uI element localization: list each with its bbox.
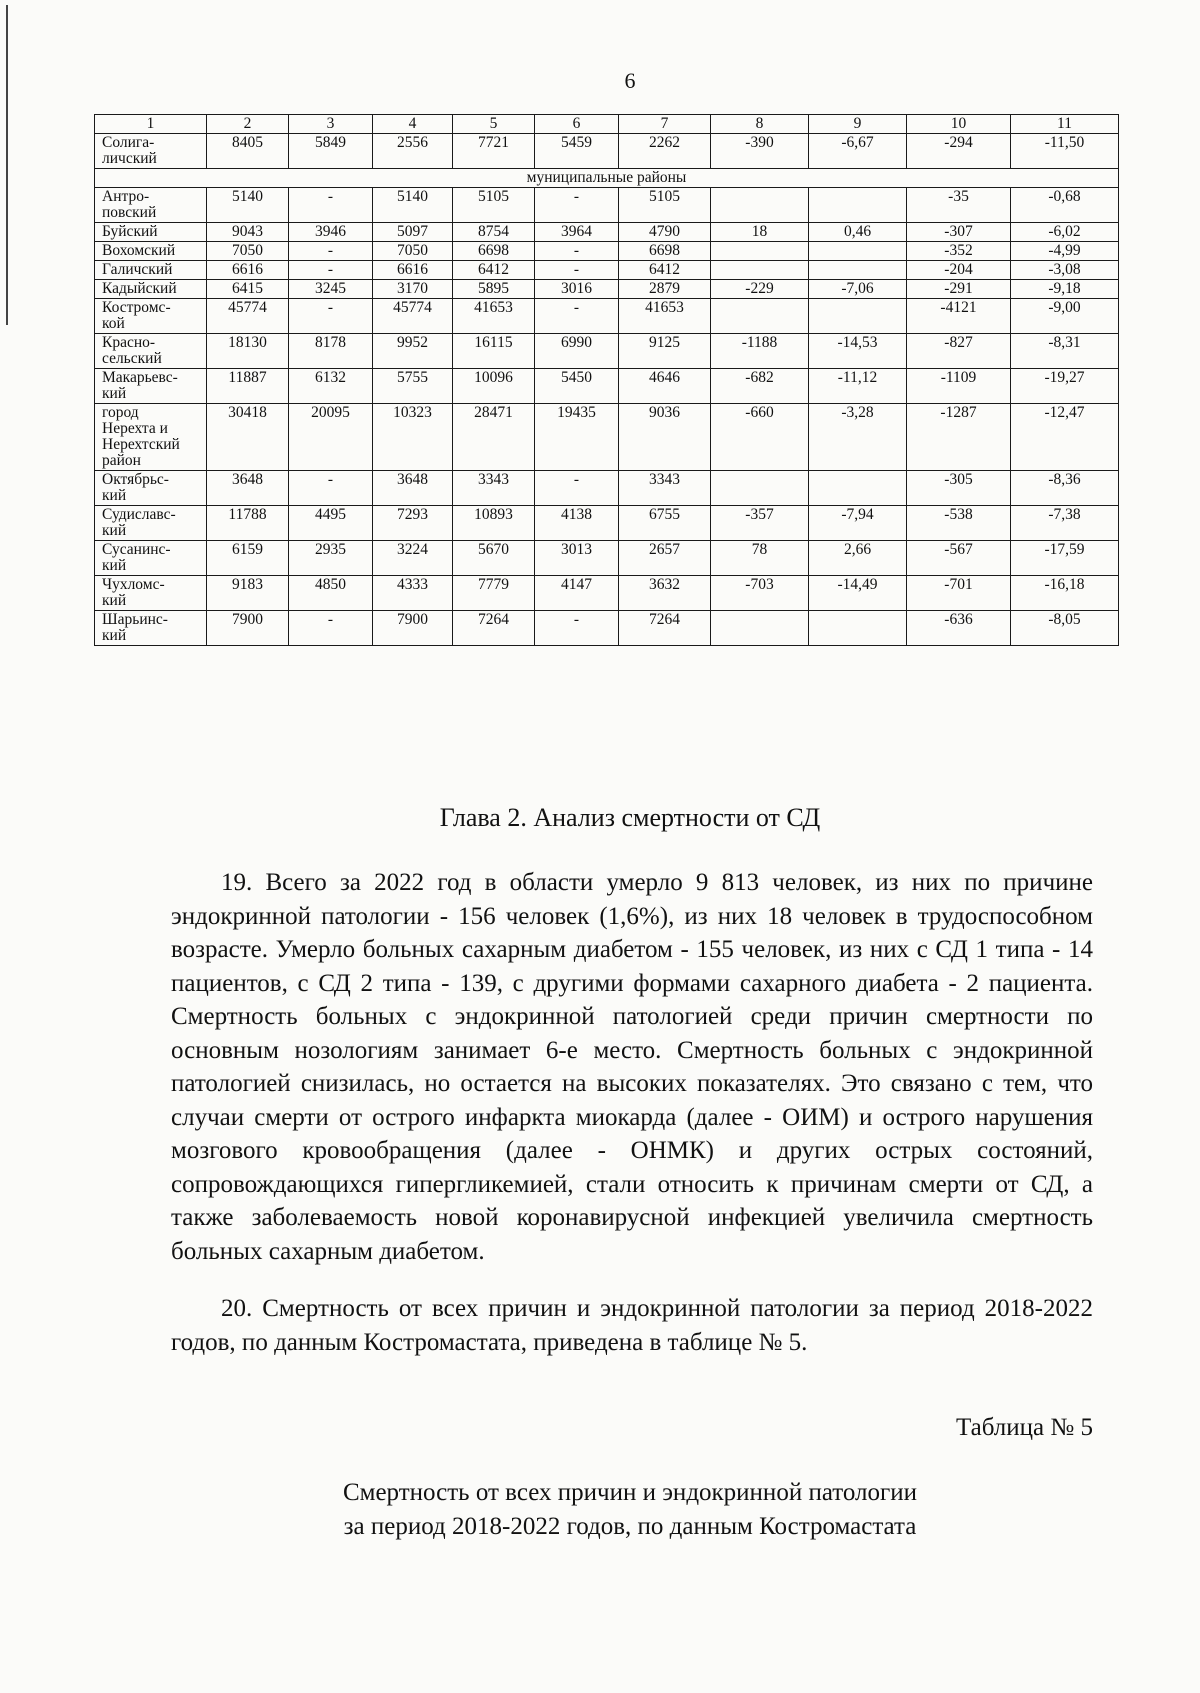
value-cell: -294 [907,134,1011,169]
value-cell: 5459 [535,134,619,169]
table-row [95,541,1119,576]
value-cell: -660 [711,404,809,471]
value-cell: 10323 [373,404,453,471]
value-cell: -8,36 [1011,471,1119,506]
value-cell: 8178 [289,334,373,369]
column-number-cell: 1 [95,115,207,134]
value-cell: 41653 [453,299,535,334]
value-cell: -4,99 [1011,242,1119,261]
value-cell: 6415 [207,280,289,299]
value-cell: 0,46 [809,223,907,242]
table-header-row [95,115,1119,134]
value-cell: -14,53 [809,334,907,369]
district-name-cell: Галичский [95,261,207,280]
table-row [95,299,1119,334]
value-cell: 4790 [619,223,711,242]
value-cell [809,242,907,261]
value-cell: 9952 [373,334,453,369]
value-cell: -682 [711,369,809,404]
table-row [95,576,1119,611]
value-cell: 5450 [535,369,619,404]
value-cell: 3648 [207,471,289,506]
value-cell: -3,28 [809,404,907,471]
value-cell: - [289,188,373,223]
value-cell [809,261,907,280]
value-cell: 5140 [207,188,289,223]
value-cell: 4138 [535,506,619,541]
value-cell [809,471,907,506]
value-cell: 5105 [619,188,711,223]
value-cell [809,188,907,223]
value-cell: 3648 [373,471,453,506]
value-cell: 11887 [207,369,289,404]
value-cell: -7,06 [809,280,907,299]
value-cell: 7050 [373,242,453,261]
page-number: 6 [624,68,636,93]
value-cell: 5097 [373,223,453,242]
value-cell [711,261,809,280]
value-cell: 2556 [373,134,453,169]
value-cell: - [289,471,373,506]
value-cell: -1109 [907,369,1011,404]
value-cell: -827 [907,334,1011,369]
value-cell: -7,94 [809,506,907,541]
value-cell: -1188 [711,334,809,369]
value-cell: 2657 [619,541,711,576]
value-cell: 45774 [373,299,453,334]
value-cell [711,242,809,261]
value-cell: 3964 [535,223,619,242]
district-name-cell: Октябрьс- кий [95,471,207,506]
value-cell: 5670 [453,541,535,576]
value-cell: 4147 [535,576,619,611]
value-cell: 6159 [207,541,289,576]
value-cell: -17,59 [1011,541,1119,576]
value-cell: - [289,299,373,334]
value-cell: -204 [907,261,1011,280]
chapter-title: Глава 2. Анализ смертности от СД [439,803,821,832]
value-cell: -19,27 [1011,369,1119,404]
value-cell [809,299,907,334]
district-name-cell: Кадыйский [95,280,207,299]
column-number-cell: 2 [207,115,289,134]
value-cell: - [289,611,373,646]
value-cell [711,299,809,334]
column-number-cell: 7 [619,115,711,134]
value-cell: 20095 [289,404,373,471]
value-cell: 10096 [453,369,535,404]
value-cell: 8405 [207,134,289,169]
district-name-cell: Красно- сельский [95,334,207,369]
district-name-cell: Шарьинс- кий [95,611,207,646]
value-cell: 2879 [619,280,711,299]
value-cell: -8,31 [1011,334,1119,369]
value-cell: 9125 [619,334,711,369]
value-cell: -9,18 [1011,280,1119,299]
value-cell: -4121 [907,299,1011,334]
value-cell: 2935 [289,541,373,576]
value-cell: - [535,242,619,261]
value-cell: -291 [907,280,1011,299]
table-row [95,242,1119,261]
column-number-cell: 6 [535,115,619,134]
table-title [0,1476,1200,1544]
value-cell: 6990 [535,334,619,369]
value-cell: 2262 [619,134,711,169]
value-cell: 7900 [373,611,453,646]
table-number: Таблица № 5 [955,1414,1093,1441]
paragraph-20: 20. Смертность от всех причин и эндокринной патологии за период 2018-2022 годов, по данным Костромастата, приведена в таблице № 5. [171,1295,1093,1356]
section-row [95,169,1119,188]
value-cell: 9183 [207,576,289,611]
value-cell: -16,18 [1011,576,1119,611]
value-cell: 5895 [453,280,535,299]
value-cell: 3170 [373,280,453,299]
value-cell: 7721 [453,134,535,169]
value-cell: -11,50 [1011,134,1119,169]
value-cell: 6616 [207,261,289,280]
value-cell: 7264 [619,611,711,646]
district-name-cell: Солига- личский [95,134,207,169]
value-cell: 9036 [619,404,711,471]
value-cell [809,611,907,646]
value-cell: -567 [907,541,1011,576]
table-row [95,506,1119,541]
district-name-cell: Вохомский [95,242,207,261]
value-cell: 5140 [373,188,453,223]
column-number-cell: 9 [809,115,907,134]
value-cell: -9,00 [1011,299,1119,334]
table-row [95,261,1119,280]
column-number-cell: 5 [453,115,535,134]
value-cell: - [535,261,619,280]
value-cell: 41653 [619,299,711,334]
value-cell: 7779 [453,576,535,611]
value-cell: -352 [907,242,1011,261]
value-cell: 3245 [289,280,373,299]
value-cell: 3946 [289,223,373,242]
district-name-cell: Судиславс- кий [95,506,207,541]
table-row [95,280,1119,299]
table-row [95,188,1119,223]
value-cell: -538 [907,506,1011,541]
value-cell: -11,12 [809,369,907,404]
value-cell: 6698 [619,242,711,261]
value-cell: 18 [711,223,809,242]
value-cell: 4333 [373,576,453,611]
value-cell: - [289,261,373,280]
value-cell: -6,67 [809,134,907,169]
value-cell: 2,66 [809,541,907,576]
value-cell: 8754 [453,223,535,242]
value-cell: 45774 [207,299,289,334]
value-cell: 28471 [453,404,535,471]
value-cell: - [535,299,619,334]
value-cell: 5105 [453,188,535,223]
mortality-table [94,114,1119,646]
table-row [95,471,1119,506]
district-name-cell: Сусанинс- кий [95,541,207,576]
value-cell: -307 [907,223,1011,242]
district-name-cell: Буйский [95,223,207,242]
value-cell: 11788 [207,506,289,541]
value-cell: 6616 [373,261,453,280]
value-cell: -35 [907,188,1011,223]
value-cell: 4495 [289,506,373,541]
table-row [95,611,1119,646]
value-cell: -229 [711,280,809,299]
value-cell: 16115 [453,334,535,369]
table-title-line: за период 2018-2022 годов, по данным Костромастата [343,1513,917,1540]
value-cell: 6412 [619,261,711,280]
value-cell: 4850 [289,576,373,611]
value-cell [711,471,809,506]
value-cell: 18130 [207,334,289,369]
value-cell: -0,68 [1011,188,1119,223]
value-cell: 3016 [535,280,619,299]
value-cell: -703 [711,576,809,611]
value-cell: 3013 [535,541,619,576]
value-cell [711,188,809,223]
scan-edge-line [6,5,8,325]
value-cell: 7050 [207,242,289,261]
paragraph-19: 19. Всего за 2022 год в области умерло 9 813 человек, из них по причине эндокринной патологии - 156 человек (1,6%), из них 18 человек в трудоспособном возрасте. Умерло больных сахарным диабетом - 155 человек, из них с СД 1 типа - 14 пациентов, с СД 2 типа - 139, с другими формами сахарного диабета - 2 пациента. Смертность больных с эндокринной патологией среди причин смертности по основным нозологиям занимает 6-е место. Смертность больных с эндокринной патологией снизилась, но остается на высоких показателях. Это связано с тем, что случаи смерти от острого инфаркта миокарда (далее - ОИМ) и острого нарушения мозгового кровообращения (далее - ОНМК) и других острых состояний, сопровождающихся гипергликемией, стали относить к причинам смерти от СД, а также заболеваемость новой коронавирусной инфекцией увеличила смертность больных сахарным диабетом. [171,869,1093,1265]
column-number-cell: 4 [373,115,453,134]
value-cell: 7264 [453,611,535,646]
section-label-cell: муниципальные районы [95,169,1119,188]
value-cell: 9043 [207,223,289,242]
value-cell: -14,49 [809,576,907,611]
column-number-cell: 11 [1011,115,1119,134]
value-cell: 3343 [619,471,711,506]
value-cell: 4646 [619,369,711,404]
value-cell: 30418 [207,404,289,471]
table-row [95,334,1119,369]
value-cell: 5849 [289,134,373,169]
value-cell: - [535,471,619,506]
value-cell: 7900 [207,611,289,646]
value-cell: - [535,611,619,646]
table-title-line: Смертность от всех причин и эндокринной патологии [342,1479,918,1506]
district-name-cell: Макарьевс- кий [95,369,207,404]
value-cell: -390 [711,134,809,169]
value-cell: -701 [907,576,1011,611]
value-cell: 19435 [535,404,619,471]
value-cell: 78 [711,541,809,576]
value-cell: 3632 [619,576,711,611]
value-cell: -357 [711,506,809,541]
district-name-cell: Костромс- кой [95,299,207,334]
value-cell: 10893 [453,506,535,541]
table-row [95,223,1119,242]
value-cell: 6698 [453,242,535,261]
column-number-cell: 3 [289,115,373,134]
value-cell: 6755 [619,506,711,541]
table-row [95,404,1119,471]
district-name-cell: город Нерехта и Нерехтский район [95,404,207,471]
table-row [95,134,1119,169]
value-cell: 6132 [289,369,373,404]
value-cell: -3,08 [1011,261,1119,280]
district-name-cell: Чухломс- кий [95,576,207,611]
district-name-cell: Антро- повский [95,188,207,223]
value-cell: - [289,242,373,261]
value-cell: -7,38 [1011,506,1119,541]
value-cell: 6412 [453,261,535,280]
column-number-cell: 8 [711,115,809,134]
column-number-cell: 10 [907,115,1011,134]
value-cell: 5755 [373,369,453,404]
table-row [95,369,1119,404]
value-cell: 3343 [453,471,535,506]
value-cell: -12,47 [1011,404,1119,471]
value-cell: -8,05 [1011,611,1119,646]
value-cell: 7293 [373,506,453,541]
value-cell: -1287 [907,404,1011,471]
value-cell: 3224 [373,541,453,576]
value-cell: -636 [907,611,1011,646]
value-cell: -6,02 [1011,223,1119,242]
value-cell: - [535,188,619,223]
value-cell [711,611,809,646]
value-cell: -305 [907,471,1011,506]
